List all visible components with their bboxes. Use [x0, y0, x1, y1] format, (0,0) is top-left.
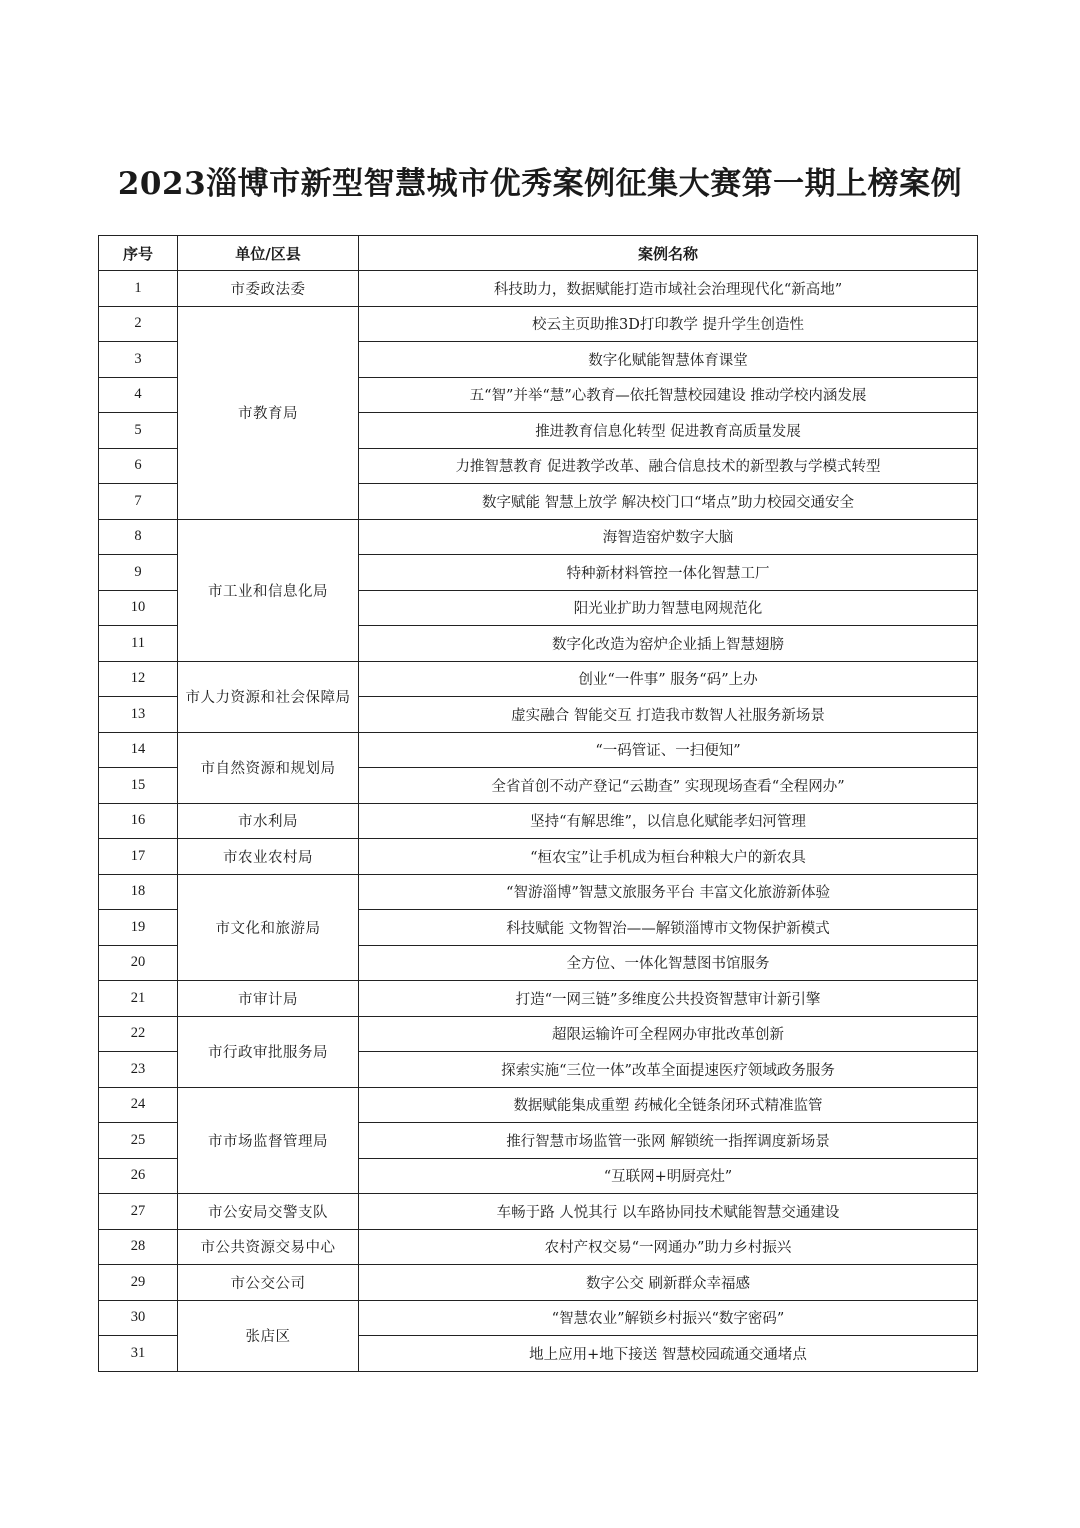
- table-row: [99, 661, 978, 697]
- case-number: 20: [99, 945, 178, 981]
- unit-cell: 市工业和信息化局: [178, 519, 359, 661]
- case-number: 26: [99, 1158, 178, 1194]
- unit-cell: 市自然资源和规划局: [178, 732, 359, 803]
- case-number: 15: [99, 768, 178, 804]
- case-name: 数字化赋能智慧体育课堂: [359, 342, 978, 378]
- unit-cell: 市教育局: [178, 306, 359, 519]
- table-row: [99, 1087, 978, 1123]
- unit-cell: 市水利局: [178, 803, 359, 839]
- case-number: 3: [99, 342, 178, 378]
- case-name: 车畅于路 人悦其行 以车路协同技术赋能智慧交通建设: [359, 1194, 978, 1230]
- table-row: [99, 803, 978, 839]
- case-name: 科技赋能 文物智治——解锁淄博市文物保护新模式: [359, 910, 978, 946]
- case-number: 22: [99, 1016, 178, 1052]
- case-number: 18: [99, 874, 178, 910]
- case-name: 数字化改造为窑炉企业插上智慧翅膀: [359, 626, 978, 662]
- case-name: 数字公交 刷新群众幸福感: [359, 1265, 978, 1301]
- case-name: 特种新材料管控一体化智慧工厂: [359, 555, 978, 591]
- case-name: 阳光业扩助力智慧电网规范化: [359, 590, 978, 626]
- case-number: 31: [99, 1336, 178, 1372]
- table-row: [99, 1300, 978, 1336]
- case-name: 打造“一网三链”多维度公共投资智慧审计新引擎: [359, 981, 978, 1017]
- table-row: [99, 519, 978, 555]
- table-row: [99, 839, 978, 875]
- case-name: 坚持“有解思维”，以信息化赋能孝妇河管理: [359, 803, 978, 839]
- case-number: 11: [99, 626, 178, 662]
- case-number: 2: [99, 306, 178, 342]
- table-row: [99, 1265, 978, 1301]
- case-number: 30: [99, 1300, 178, 1336]
- case-number: 5: [99, 413, 178, 449]
- unit-cell: 市市场监督管理局: [178, 1087, 359, 1194]
- unit-cell: 市公交公司: [178, 1265, 359, 1301]
- table-body: [99, 271, 978, 1372]
- case-name: 虚实融合 智能交互 打造我市数智人社服务新场景: [359, 697, 978, 733]
- table-row: [99, 732, 978, 768]
- unit-cell: 市行政审批服务局: [178, 1016, 359, 1087]
- case-number: 19: [99, 910, 178, 946]
- case-number: 12: [99, 661, 178, 697]
- case-name: “智游淄博”智慧文旅服务平台 丰富文化旅游新体验: [359, 874, 978, 910]
- unit-cell: 市审计局: [178, 981, 359, 1017]
- case-name: 推行智慧市场监管一张网 解锁统一指挥调度新场景: [359, 1123, 978, 1159]
- case-name: “智慧农业”解锁乡村振兴“数字密码”: [359, 1300, 978, 1336]
- header-unit: 单位/区县: [178, 236, 359, 271]
- header-num: 序号: [99, 236, 178, 271]
- case-name: “一码管证、一扫便知”: [359, 732, 978, 768]
- header-name: 案例名称: [359, 236, 978, 271]
- case-number: 29: [99, 1265, 178, 1301]
- unit-cell: 市公共资源交易中心: [178, 1229, 359, 1265]
- case-name: 超限运输许可全程网办审批改革创新: [359, 1016, 978, 1052]
- case-name: 数据赋能集成重塑 药械化全链条闭环式精准监管: [359, 1087, 978, 1123]
- case-name: 校云主页助推3D打印教学 提升学生创造性: [359, 306, 978, 342]
- case-name: “互联网+明厨亮灶”: [359, 1158, 978, 1194]
- case-number: 25: [99, 1123, 178, 1159]
- table-row: [99, 874, 978, 910]
- table-row: [99, 981, 978, 1017]
- case-number: 21: [99, 981, 178, 1017]
- case-number: 28: [99, 1229, 178, 1265]
- case-number: 23: [99, 1052, 178, 1088]
- unit-cell: 市人力资源和社会保障局: [178, 661, 359, 732]
- case-name: 全省首创不动产登记“云勘查” 实现现场查看“全程网办”: [359, 768, 978, 804]
- unit-cell: 市公安局交警支队: [178, 1194, 359, 1230]
- case-name: 五“智”并举“慧”心教育—依托智慧校园建设 推动学校内涵发展: [359, 377, 978, 413]
- case-name: 农村产权交易“一网通办”助力乡村振兴: [359, 1229, 978, 1265]
- case-name: 科技助力，数据赋能打造市域社会治理现代化“新高地”: [359, 271, 978, 307]
- case-name: 地上应用+地下接送 智慧校园疏通交通堵点: [359, 1336, 978, 1372]
- unit-cell: 市农业农村局: [178, 839, 359, 875]
- case-number: 10: [99, 590, 178, 626]
- table-row: [99, 1229, 978, 1265]
- table-row: [99, 1016, 978, 1052]
- case-number: 9: [99, 555, 178, 591]
- case-number: 13: [99, 697, 178, 733]
- case-number: 14: [99, 732, 178, 768]
- case-name: 力推智慧教育 促进教学改革、融合信息技术的新型教与学模式转型: [359, 448, 978, 484]
- unit-cell: 张店区: [178, 1300, 359, 1371]
- table-row: [99, 1194, 978, 1230]
- case-number: 27: [99, 1194, 178, 1230]
- case-name: 推进教育信息化转型 促进教育高质量发展: [359, 413, 978, 449]
- case-number: 24: [99, 1087, 178, 1123]
- unit-cell: 市委政法委: [178, 271, 359, 307]
- case-table: [98, 235, 978, 1372]
- case-number: 17: [99, 839, 178, 875]
- case-name: 数字赋能 智慧上放学 解决校门口“堵点”助力校园交通安全: [359, 484, 978, 520]
- case-number: 1: [99, 271, 178, 307]
- case-number: 7: [99, 484, 178, 520]
- case-name: 全方位、一体化智慧图书馆服务: [359, 945, 978, 981]
- case-number: 16: [99, 803, 178, 839]
- unit-cell: 市文化和旅游局: [178, 874, 359, 981]
- case-name: “桓农宝”让手机成为桓台种粮大户的新农具: [359, 839, 978, 875]
- table-header-row: [99, 236, 978, 271]
- case-name: 创业“一件事” 服务“码”上办: [359, 661, 978, 697]
- case-number: 4: [99, 377, 178, 413]
- table-row: [99, 306, 978, 342]
- case-number: 6: [99, 448, 178, 484]
- page-title: 2023淄博市新型智慧城市优秀案例征集大赛第一期上榜案例: [117, 166, 963, 202]
- case-name: 海智造窑炉数字大脑: [359, 519, 978, 555]
- table-row: [99, 271, 978, 307]
- case-name: 探索实施“三位一体”改革全面提速医疗领域政务服务: [359, 1052, 978, 1088]
- case-number: 8: [99, 519, 178, 555]
